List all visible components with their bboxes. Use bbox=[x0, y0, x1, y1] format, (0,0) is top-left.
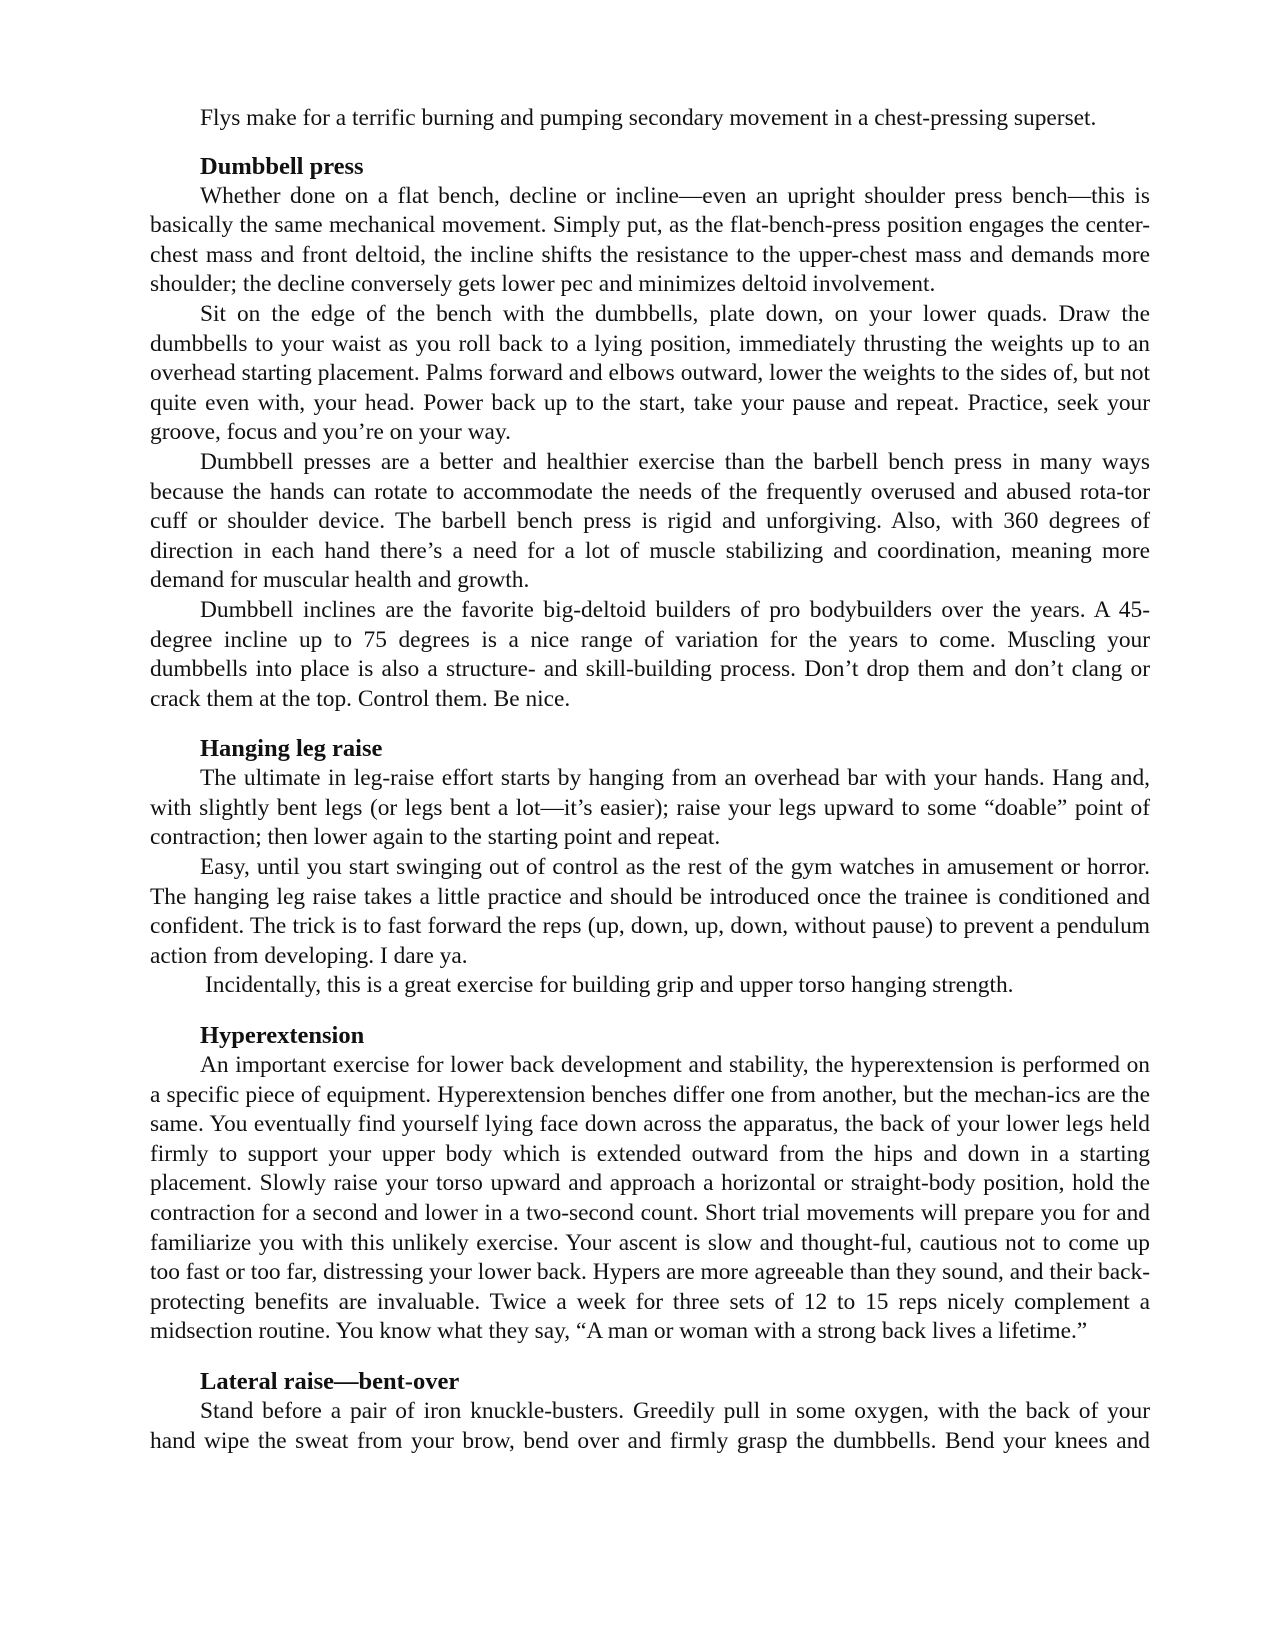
section-heading: Lateral raise—bent-over bbox=[200, 1367, 460, 1395]
body-paragraph: Whether done on a flat bench, decline or incline—even an upright shoulder press bench—this is basically the same mechanical movement. Simply put, as the flat-bench-press position engages the center-chest mass and front deltoid, the incline shifts the resistance to the upper-chest mass and demands more shoulder; the decline conversely gets lower pec and minimizes deltoid involvement. bbox=[150, 182, 1150, 298]
body-paragraph: An important exercise for lower back development and stability, the hyperextension is performed on a specific piece of equipment. Hyperextension benches differ one from another, but the mechan-ics are the same. You eventually find yourself lying face down across the apparatus, the back of your lower legs held firmly to support your upper body which is extended outward from the hips and down in a starting placement. Slowly raise your torso upward and approach a horizontal or straight-body position, hold the contraction for a second and lower in a two-second count. Short trial movements will prepare you for and familiarize you with this unlikely exercise. Your ascent is slow and thought-ful, cautious not to come up too fast or too far, distressing your lower back. Hypers are more agreeable than they sound, and their back-protecting benefits are invaluable. Twice a week for three sets of 12 to 15 reps nicely complement a midsection routine. You know what they say, “A man or woman with a strong back lives a lifetime.” bbox=[150, 1052, 1150, 1345]
body-paragraph: Dumbbell inclines are the favorite big-deltoid builders of pro bodybuilders over the years. A 45-degree incline up to 75 degrees is a nice range of variation for the years to come. Muscling your dumbbells into place is also a structure- and skill-building process. Don’t drop them and don’t clang or crack them at the top. Control them. Be nice. bbox=[150, 596, 1150, 712]
section-hyperextension bbox=[150, 1021, 1150, 1347]
body-paragraph: Incidentally, this is a great exercise for building grip and upper torso hanging strength. bbox=[205, 972, 1014, 999]
section-heading: Dumbbell press bbox=[200, 152, 364, 180]
section-spacer bbox=[150, 1347, 1150, 1367]
body-paragraph: Dumbbell presses are a better and healthier exercise than the barbell bench press in many ways because the hands can rotate to accommodate the needs of the frequently overused and abused rota-tor cuff or shoulder device. The barbell bench press is rigid and unforgiving. Also, with 360 degrees of direction in each hand there’s a need for a lot of muscle stabilizing and coordination, meaning more demand for muscular health and growth. bbox=[150, 448, 1150, 594]
body-paragraph: Easy, until you start swinging out of control as the rest of the gym watches in amusement or horror. The hanging leg raise takes a little practice and should be introduced once the trainee is conditioned and confident. The trick is to fast forward the reps (up, down, up, down, without pause) to prevent a pendulum action from developing. I dare ya. bbox=[150, 854, 1150, 969]
document-page bbox=[150, 104, 1150, 1456]
section-lateral-raise-bent-over bbox=[150, 1367, 1150, 1456]
body-paragraph: Sit on the edge of the bench with the dumbbells, plate down, on your lower quads. Draw the dumbbells to your waist as you roll back to a lying position, immediately thrusting the weights up to an overhead starting placement. Palms forward and elbows outward, lower the weights to the sides of, but not quite even with, your head. Power back up to the start, take your pause and repeat. Practice, seek your groove, focus and you’re on your way. bbox=[150, 300, 1150, 446]
body-paragraph: Stand before a pair of iron knuckle-busters. Greedily pull in some oxygen, with the back of your hand wipe the sweat from your brow, bend over and firmly grasp the dumbbells. Bend your knees and bbox=[150, 1397, 1150, 1454]
section-hanging-leg-raise bbox=[150, 734, 1150, 1001]
section-spacer bbox=[150, 134, 1150, 152]
section-dumbbell-press bbox=[150, 152, 1150, 715]
body-paragraph: The ultimate in leg-raise effort starts by hanging from an overhead bar with your hands. Hang and, with slightly bent legs (or legs bent a lot—it’s easier); raise your legs upward to some “doable” point of contraction; then lower again to the starting point and repeat. bbox=[150, 765, 1150, 851]
intro-paragraph: Flys make for a terrific burning and pumping secondary movement in a chest-pressing superset. bbox=[200, 105, 1097, 131]
section-heading: Hanging leg raise bbox=[200, 735, 383, 763]
section-spacer bbox=[150, 1001, 1150, 1021]
section-heading: Hyperextension bbox=[200, 1022, 365, 1050]
section-spacer bbox=[150, 714, 1150, 734]
